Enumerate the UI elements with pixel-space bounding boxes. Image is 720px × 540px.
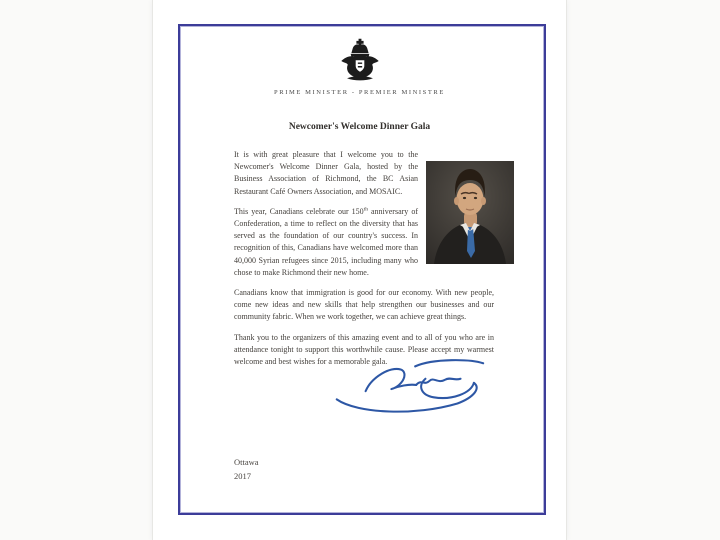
footer-year: 2017	[234, 470, 251, 481]
prime-minister-portrait-photo	[426, 161, 514, 264]
footer-place: Ottawa	[234, 457, 259, 467]
paragraph-4: Thank you to the organizers of this amazing event and to all of you who are in attendance tonight to support this worthwhile cause. Please accept my warmest welcome and best wishes for a memorable gala.	[234, 332, 494, 367]
coat-of-arms-icon	[153, 38, 566, 89]
superscript-th: th	[363, 206, 368, 213]
paragraph-2: This year, Canadians celebrate our 150th anniversary of Confederation, a time to reflect on the diversity that has served as the foundation of our country's success. In recognition of this, Canadians have welcomed more than 40,000 Syrian refugees since 2015, including many who chose to make Richmond their new home.	[234, 206, 418, 277]
prime-minister-letterhead: PRIME MINISTER - PREMIER MINISTRE	[274, 89, 445, 96]
letter-body	[234, 149, 494, 376]
paragraph-3: Canadians know that immigration is good for our economy. With new people, come new ideas and new skills that help strengthen our businesses and our community fabric. When we work together, we can achieve great things.	[234, 288, 494, 322]
prime-minister-signature	[328, 354, 494, 420]
letter-title: Newcomer's Welcome Dinner Gala	[288, 122, 431, 132]
letter-page	[152, 0, 567, 540]
letter-footer	[234, 456, 259, 483]
paragraph-1: It is with great pleasure that I welcome you to the Newcomer's Welcome Dinner Gala, hosted by the Business Association of Richmond, the BC Asian Restaurant Café Owners Association, and MOSAIC.	[234, 150, 418, 196]
